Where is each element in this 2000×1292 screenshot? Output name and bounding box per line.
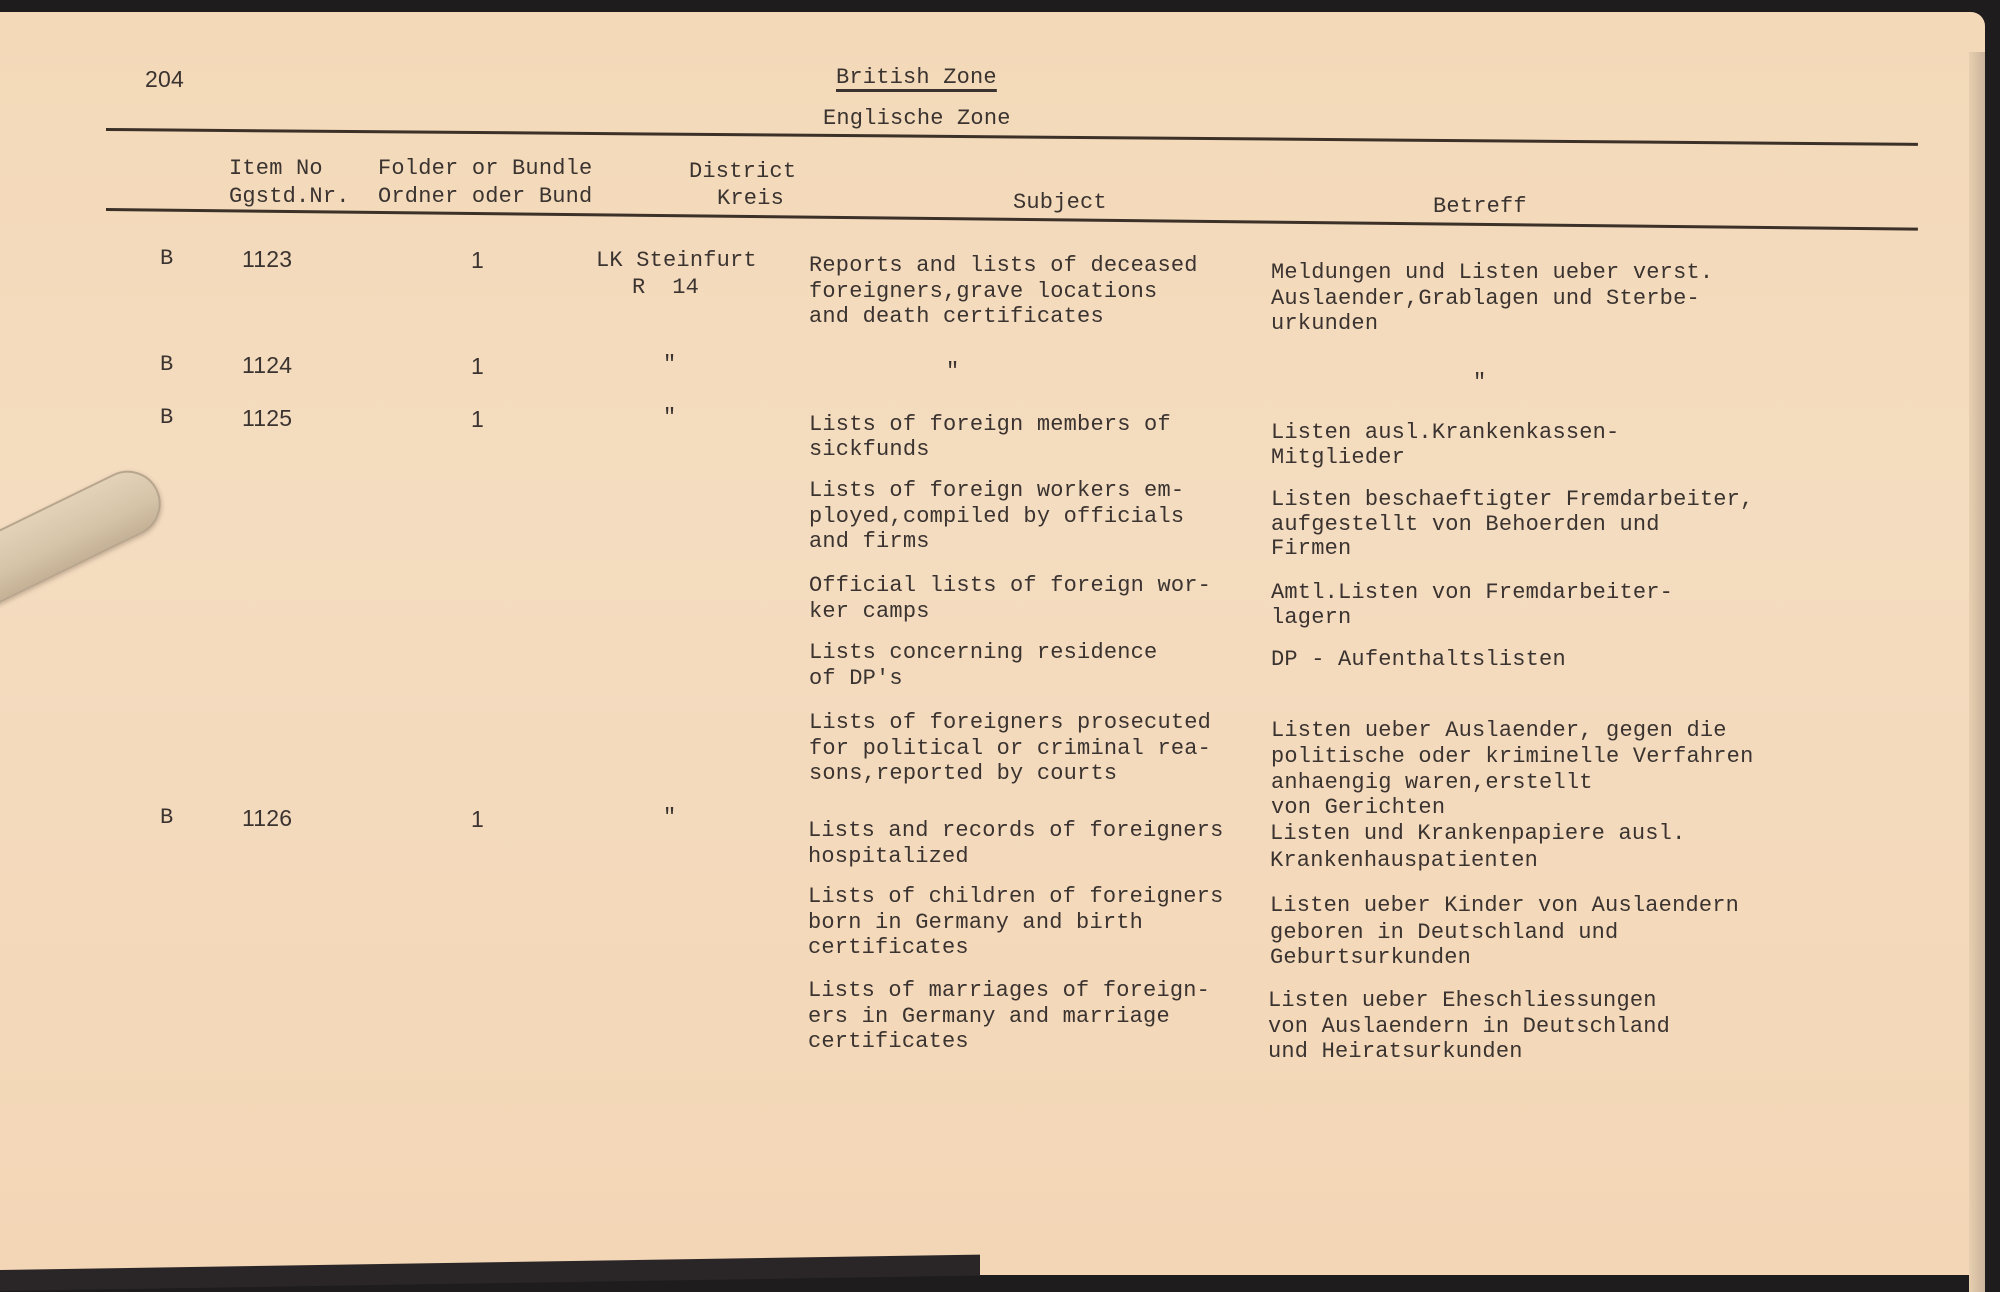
row-item-no: 1124 (242, 352, 293, 378)
col-header-district-de: Kreis (717, 186, 785, 211)
row-subject: Lists of foreign workers em- (809, 478, 1185, 503)
row-betreff: von Gerichten (1271, 795, 1446, 820)
row-subject-ditto: " (946, 359, 960, 384)
row-subject: certificates (808, 935, 969, 960)
page-number: 204 (145, 66, 184, 92)
row-prefix: B (160, 246, 174, 271)
row-subject: ers in Germany and marriage (808, 1004, 1170, 1029)
row-betreff: Auslaender,Grablagen und Sterbe- (1271, 286, 1700, 311)
row-subject: ployed,compiled by officials (809, 504, 1185, 529)
row-betreff: Listen ausl.Krankenkassen- (1271, 420, 1620, 445)
row-subject: for political or criminal rea- (809, 736, 1212, 761)
row-folder: 1 (471, 406, 484, 432)
row-subject: Lists of marriages of foreign- (808, 978, 1211, 1003)
row-subject: sons,reported by courts (809, 761, 1118, 786)
col-header-folder-en: Folder or Bundle (378, 156, 593, 181)
pen-pointer-photo (0, 460, 172, 635)
row-betreff: Meldungen und Listen ueber verst. (1271, 260, 1714, 285)
row-subject: Lists and records of foreigners (808, 818, 1224, 843)
row-item-no: 1123 (242, 246, 293, 272)
row-betreff: von Auslaendern in Deutschland (1268, 1014, 1671, 1039)
row-subject: Official lists of foreign wor- (809, 573, 1212, 598)
row-item-no: 1125 (242, 405, 293, 431)
row-betreff: Geburtsurkunden (1270, 945, 1472, 970)
col-header-betreff: Betreff (1433, 194, 1527, 219)
row-subject: born in Germany and birth (808, 910, 1144, 935)
row-subject: Lists of foreigners prosecuted (809, 710, 1212, 735)
col-header-item-no-de: Ggstd.Nr. (229, 184, 350, 209)
row-betreff: Listen beschaeftigter Fremdarbeiter, (1271, 487, 1754, 512)
row-district-ditto: " (663, 805, 677, 830)
row-subject: Lists of children of foreigners (808, 884, 1224, 909)
page-title: British Zone (836, 65, 997, 90)
row-district-ditto: " (663, 352, 677, 377)
document-page (0, 12, 1985, 1275)
row-district: LK Steinfurt (596, 248, 757, 273)
row-betreff: aufgestellt von Behoerden und (1271, 512, 1660, 537)
page-edge (1969, 52, 1985, 1292)
row-subject: hospitalized (808, 844, 969, 869)
row-prefix: B (160, 805, 174, 830)
header-bottom-rule (106, 208, 1918, 231)
row-subject: of DP's (809, 666, 903, 691)
row-betreff: DP - Aufenthaltslisten (1271, 647, 1566, 672)
header-top-rule (106, 128, 1918, 146)
row-betreff: Listen ueber Eheschliessungen (1268, 988, 1657, 1013)
row-subject: Lists concerning residence (809, 640, 1158, 665)
row-subject: and death certificates (809, 304, 1104, 329)
row-item-no: 1126 (242, 805, 293, 831)
row-betreff-ditto: " (1473, 370, 1487, 395)
row-betreff: politische oder kriminelle Verfahren (1271, 744, 1754, 769)
row-folder: 1 (471, 806, 484, 832)
row-prefix: B (160, 352, 174, 377)
row-subject: Lists of foreign members of (809, 412, 1171, 437)
row-folder: 1 (471, 247, 484, 273)
row-betreff: Firmen (1271, 536, 1352, 561)
col-header-district-en: District (689, 159, 797, 184)
col-header-subject: Subject (1013, 190, 1107, 215)
row-district-line2: R 14 (632, 275, 700, 300)
col-header-item-no-en: Item No (229, 156, 323, 181)
row-betreff: lagern (1271, 605, 1352, 630)
row-prefix: B (160, 405, 174, 430)
row-subject: foreigners,grave locations (809, 279, 1158, 304)
row-betreff: Listen ueber Kinder von Auslaendern (1270, 893, 1740, 918)
row-betreff: Krankenhauspatienten (1270, 848, 1539, 873)
row-folder: 1 (471, 353, 484, 379)
row-betreff: urkunden (1271, 311, 1379, 336)
row-betreff: Listen und Krankenpapiere ausl. (1270, 821, 1686, 846)
row-subject: Reports and lists of deceased (809, 253, 1198, 278)
row-betreff: und Heiratsurkunden (1268, 1039, 1523, 1064)
col-header-folder-de: Ordner oder Bund (378, 184, 593, 209)
row-betreff: geboren in Deutschland und (1270, 920, 1619, 945)
row-subject: sickfunds (809, 437, 930, 462)
row-betreff: anhaengig waren,erstellt (1271, 770, 1593, 795)
row-betreff: Mitglieder (1271, 445, 1406, 470)
row-betreff: Listen ueber Auslaender, gegen die (1271, 718, 1727, 743)
row-subject: ker camps (809, 599, 930, 624)
row-betreff: Amtl.Listen von Fremdarbeiter- (1271, 580, 1674, 605)
row-subject: certificates (808, 1029, 969, 1054)
page-subtitle: Englische Zone (823, 106, 1011, 131)
row-district-ditto: " (663, 405, 677, 430)
row-subject: and firms (809, 529, 930, 554)
